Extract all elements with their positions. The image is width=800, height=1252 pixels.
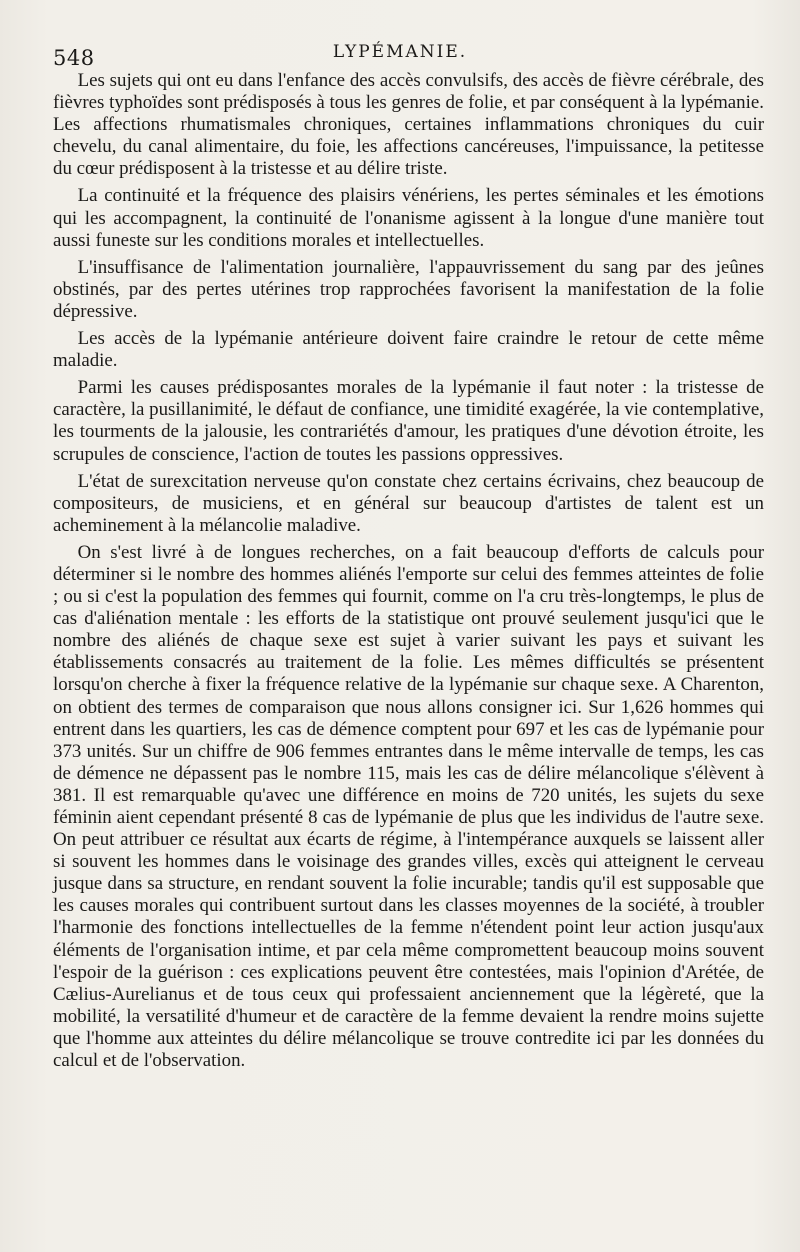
running-title: LYPÉMANIE. [332,42,468,62]
page-number: 548 [53,46,95,70]
body-text [53,70,764,1077]
paragraph: Parmi les causes prédisposantes morales de la lypémanie il faut noter : la tristesse de caractère, la pusillanimité, le défaut de confiance, une timidité exagérée, la vie contemplative, les tourments de la jalousie, les contrariétés d'amour, les pratiques d'une dévotion étroite, les scrupules de conscience, l'action de toutes les passions oppressives. [53,377,764,465]
paragraph: On s'est livré à de longues recherches, on a fait beaucoup d'efforts de calculs pour déterminer si le nombre des hommes aliénés l'emporte sur celui des femmes atteintes de folie ; ou si c'est la population des femmes qui fournit, comme on l'a cru très-longtemps, le plus de cas d'aliénation mentale : les efforts de la statistique ont prouvé seulement jusqu'ici que le nombre des aliénés de chaque sexe est sujet à varier suivant les pays et suivant les établissements consacrés au traitement de la folie. Les mêmes difficultés se présentent lorsqu'on cherche à fixer la fréquence relative de la lypémanie sur chaque sexe. A Charenton, on obtient des termes de comparaison que nous allons consigner ici. Sur 1,626 hommes qui entrent dans les quartiers, les cas de démence comptent pour 697 et les cas de lypémanie pour 373 unités. Sur un chiffre de 906 femmes entrantes dans le même intervalle de temps, les cas de démence ne dépassent pas le nombre 115, mais les cas de délire mélancolique s'élèvent à 381. Il est remarquable qu'avec une différence en moins de 720 unités, les sujets du sexe féminin aient cependant présenté 8 cas de lypémanie de plus que les individus de l'autre sexe. On peut attribuer ce résultat aux écarts de régime, à l'intempérance auxquels se laissent aller si souvent les hommes dans le voisinage des grandes villes, excès qui atteignent le cerveau jusque dans sa structure, en rendant souvent la folie incurable; tandis qu'il est supposable que les causes morales qui contribuent surtout dans les classes moyennes de la société, à troubler l'harmonie des fonctions intellectuelles de la femme n'étendent point leur action jusqu'aux éléments de l'organisation intime, et par cela même compromettent beaucoup moins souvent l'espoir de la guérison : ces explications peuvent être contestées, mais l'opinion d'Arétée, de Cælius-Aurelianus et de tous ceux qui professaient anciennement que la légèreté, que la mobilité, la versatilité d'humeur et de caractère de la femme devaient la rendre moins sujette que l'homme aux atteintes du délire mélancolique se trouve contredite ici par les données du calcul et de l'observation. [53,541,764,1072]
paragraph: Les sujets qui ont eu dans l'enfance des accès convulsifs, des accès de fièvre cérébrale, des fièvres typhoïdes sont prédisposés à tous les genres de folie, et par conséquent à la lypémanie. Les affections rhumatismales chroniques, certaines inflammations chroniques du cuir chevelu, du canal alimentaire, du foie, les affections cancéreuses, l'impuissance, la petitesse du cœur prédisposent à la tristesse et au délire triste. [53,70,764,180]
page-header [0,40,800,70]
paragraph: Les accès de la lypémanie antérieure doivent faire craindre le retour de cette même maladie. [53,328,764,372]
paragraph: La continuité et la fréquence des plaisirs vénériens, les pertes séminales et les émotions qui les accompagnent, la continuité de l'onanisme agissent à la longue d'une manière tout aussi funeste sur les conditions morales et intellectuelles. [53,185,764,251]
paragraph: L'insuffisance de l'alimentation journalière, l'appauvrissement du sang par des jeûnes obstinés, par des pertes utérines trop rapprochées favorisent la manifestation de la folie dépressive. [53,256,764,322]
paragraph: L'état de surexcitation nerveuse qu'on constate chez certains écrivains, chez beaucoup de compositeurs, de musiciens, et en général sur beaucoup d'artistes de talent est un acheminement à la mélancolie maladive. [53,470,764,536]
